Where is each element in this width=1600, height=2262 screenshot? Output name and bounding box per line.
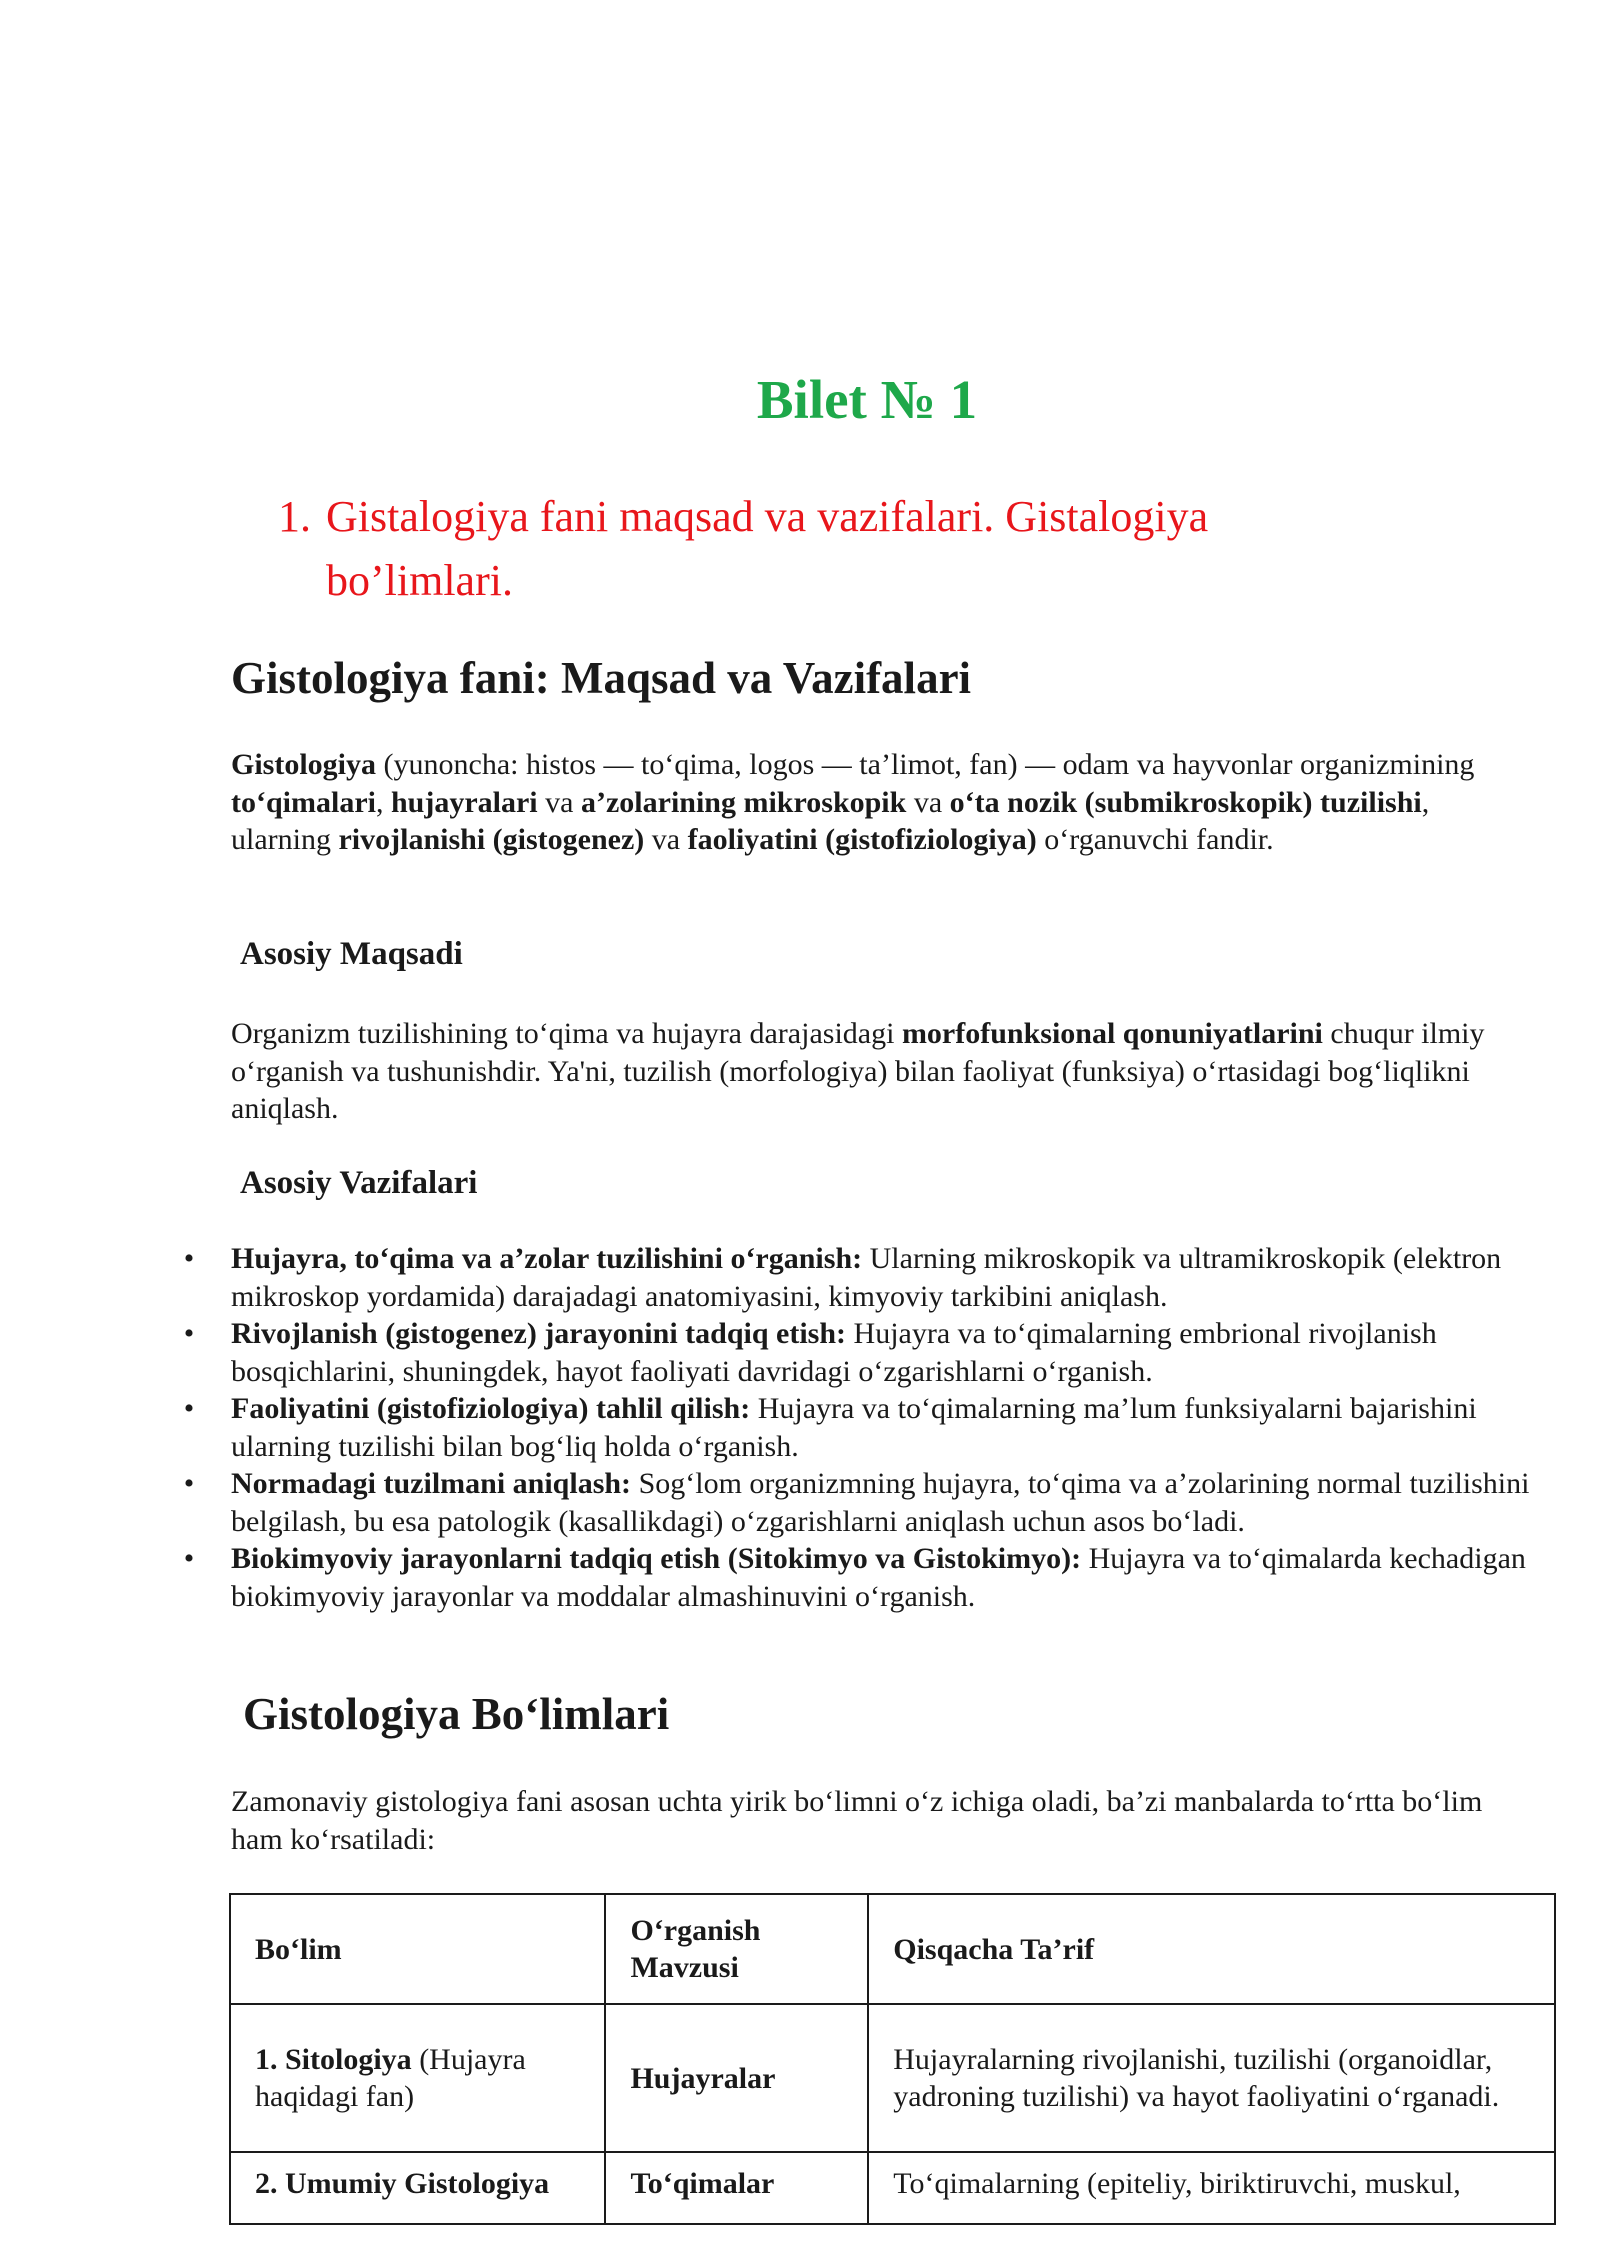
table-header-cell: Qisqacha Ta’rif: [868, 1894, 1555, 2004]
text-run: , ularning: [231, 785, 1430, 856]
sections-heading: Gistologiya Bo‘limlari: [243, 1689, 670, 1739]
table-cell: 2. Umumiy Gistologiya: [230, 2152, 605, 2224]
table-cell: Hujayralarning rivojlanishi, tuzilishi (organoidlar, yadroning tuzilishi) va hayot faoliyatini o‘rganadi.: [868, 2004, 1555, 2152]
table-header-cell: O‘rganish Mavzusi: [605, 1894, 868, 2004]
text-run: va: [644, 823, 688, 856]
bold-text: Gistologiya: [231, 748, 377, 781]
bold-text: o‘ta nozik (submikroskopik) tuzilishi: [949, 785, 1422, 819]
table-cell: 1. Sitologiya (Hujayra haqidagi fan): [230, 2004, 605, 2152]
list-item-text: Hujayra va to‘qimalarda kechadigan biokimyoviy jarayonlar va moddalar almashinuvini o‘rganish.: [231, 1542, 1526, 1613]
text-run: Organizm tuzilishining to‘qima va hujayra darajasidagi: [231, 1017, 902, 1050]
list-item-title: Hujayra, to‘qima va a’zolar tuzilishini o‘rganish:: [231, 1242, 863, 1275]
list-item-title: Faoliyatini (gistofiziologiya) tahlil qilish:: [231, 1392, 751, 1425]
text-run: va: [906, 785, 950, 819]
table-header-row: [230, 1894, 1555, 2004]
bold-text: faoliyatini (gistofiziologiya): [687, 823, 1037, 856]
question-text: Gistalogiya fani maqsad va vazifalari. Gistalogiya bo’limlari.: [326, 492, 1209, 605]
document-title: Bilet № 1: [756, 369, 978, 430]
text-run: o‘rganuvchi fandir.: [1036, 823, 1274, 856]
list-item: [183, 1465, 1531, 1540]
text-run: ,: [375, 785, 391, 819]
list-item-text: Sog‘lom organizmning hujayra, to‘qima va a’zolarining normal tuzilishini belgilash, bu esa patologik (kasallikdagi) o‘zgarishlarni aniqlash uchun asos bo‘ladi.: [231, 1467, 1530, 1538]
section-heading: Gistologiya fani: Maqsad va Vazifalari: [231, 653, 972, 703]
tasks-list: [183, 1240, 1531, 1615]
tasks-heading: Asosiy Vazifalari: [240, 1165, 478, 1201]
table-header-cell: Bo‘lim: [230, 1894, 605, 2004]
list-item: [183, 1240, 1531, 1315]
list-item-title: Rivojlanish (gistogenez) jarayonini tadqiq etish:: [231, 1317, 847, 1350]
sections-intro: Zamonaviy gistologiya fani asosan uchta yirik bo‘limni o‘z ichiga oladi, ba’zi manbalarda to‘rtta bo‘lim ham ko‘rsatiladi:: [231, 1785, 1483, 1856]
bullet-marker: •: [183, 1467, 195, 1500]
bullet-marker: •: [183, 1317, 195, 1350]
bold-text: hujayralari: [390, 785, 538, 819]
bold-text: morfofunksional qonuniyatlarini: [901, 1017, 1323, 1050]
text-run: va: [537, 785, 581, 819]
list-item: [183, 1540, 1531, 1615]
goal-heading: Asosiy Maqsadi: [240, 936, 463, 972]
bold-text: to‘qimalari: [231, 785, 376, 819]
goal-paragraph: [231, 1015, 1531, 1128]
table-cell: To‘qimalarning (epiteliy, biriktiruvchi, muskul,: [868, 2152, 1555, 2224]
list-item-text: Hujayra va to‘qimalarning embrional rivojlanish bosqichlarini, shuningdek, hayot faoliyati davridagi o‘zgarishlarni o‘rganish.: [231, 1317, 1437, 1388]
list-item-text: Hujayra va to‘qimalarning ma’lum funksiyalarni bajarishini ularning tuzilishi bilan bog‘liq holda o‘rganish.: [231, 1392, 1477, 1463]
table-row: [230, 2004, 1555, 2152]
list-item-text: Ularning mikroskopik va ultramikroskopik (elektron mikroskop yordamida) darajadagi anatomiyasini, kimyoviy tarkibini aniqlash.: [231, 1242, 1502, 1313]
intro-paragraph: [231, 746, 1531, 859]
table-row: [230, 2152, 1555, 2224]
sections-table: [229, 1893, 1556, 2225]
bullet-marker: •: [183, 1542, 195, 1575]
table-cell: To‘qimalar: [605, 2152, 868, 2224]
text-run: (yunoncha: histos — to‘qima, logos — ta’limot, fan) — odam va hayvonlar organizmining: [376, 748, 1475, 781]
list-item-title: Biokimyoviy jarayonlarni tadqiq etish (Sitokimyo va Gistokimyo):: [231, 1542, 1082, 1575]
bullet-marker: •: [183, 1392, 195, 1425]
list-item-title: Normadagi tuzilmani aniqlash:: [231, 1467, 632, 1500]
bold-text: a’zolarining mikroskopik: [580, 785, 907, 819]
list-item: [183, 1315, 1531, 1390]
question-number: 1.: [278, 492, 311, 541]
bold-text: rivojlanishi (gistogenez): [338, 823, 645, 856]
table-cell: Hujayralar: [605, 2004, 868, 2152]
text-run: chuqur ilmiy o‘rganish va tushunishdir. Ya'ni, tuzilish (morfologiya) bilan faoliyat (funksiya) o‘rtasidagi bog‘liqlikni aniqlash.: [231, 1017, 1485, 1125]
list-item: [183, 1390, 1531, 1465]
bullet-marker: •: [183, 1242, 195, 1275]
